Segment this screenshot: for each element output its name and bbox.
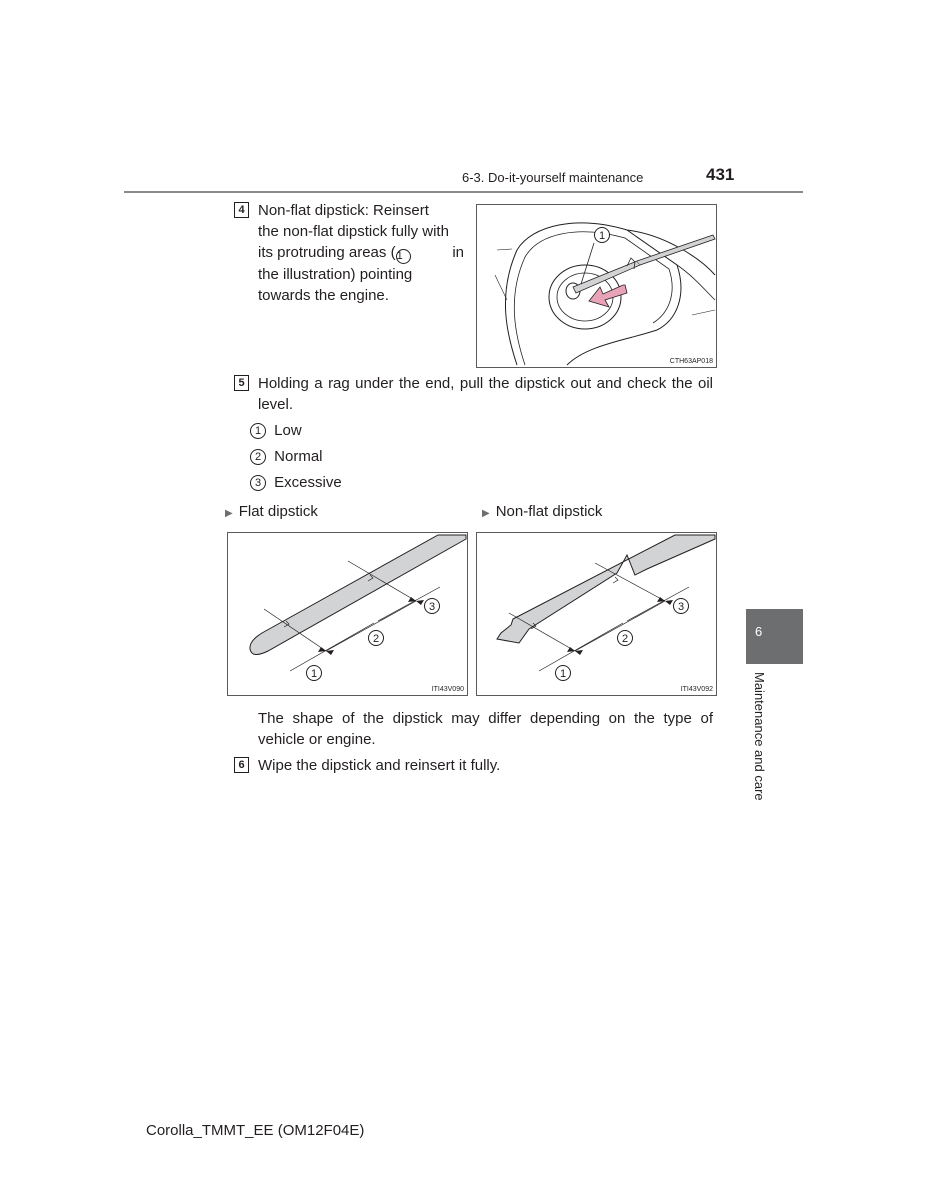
nonflat-dipstick-illustration	[477, 533, 716, 695]
section-title: 6-3. Do-it-yourself maintenance	[462, 170, 644, 185]
step-6-text: Wipe the dipstick and reinsert it fully.	[258, 757, 501, 774]
step-4-line-4: the illustration) pointing	[258, 266, 413, 283]
chapter-tab-label: Maintenance and care	[752, 672, 767, 801]
step-4-line-3-end: in	[452, 244, 464, 261]
step-6-number: 6	[234, 757, 249, 773]
figure-code: CTH63AP018	[669, 358, 713, 365]
triangle-bullet-icon: ▶	[225, 508, 233, 519]
level-excessive-num: 3	[250, 475, 266, 491]
nonflat-dipstick-title: Non-flat dipstick	[495, 503, 603, 520]
step-4-text	[258, 200, 464, 306]
nonflat-callout-1: 1	[559, 668, 567, 680]
nonflat-figure-code: ITI43V092	[680, 686, 713, 693]
figure-callout-1: 1	[598, 230, 606, 242]
triangle-bullet-icon: ▶	[482, 508, 490, 519]
flat-callout-1: 1	[310, 668, 318, 680]
step-4-number: 4	[234, 202, 249, 218]
nonflat-dipstick-figure	[476, 532, 717, 696]
step-4-line-5: towards the engine.	[258, 287, 389, 304]
flat-dipstick-figure	[227, 532, 468, 696]
circle-ref-1: 1	[396, 249, 411, 264]
level-normal	[250, 446, 323, 467]
level-normal-label: Normal	[274, 448, 323, 465]
step-5-number: 5	[234, 375, 249, 391]
level-low-label: Low	[274, 422, 302, 439]
flat-figure-code: ITI43V090	[431, 686, 464, 693]
footer-document-id: Corolla_TMMT_EE (OM12F04E)	[146, 1122, 365, 1139]
level-normal-num: 2	[250, 449, 266, 465]
chapter-tab-number: 6	[755, 624, 763, 639]
flat-dipstick-heading	[225, 501, 318, 524]
level-excessive-label: Excessive	[274, 474, 342, 491]
flat-callout-3: 3	[428, 601, 436, 613]
dipstick-insertion-figure	[476, 204, 717, 368]
flat-callout-2: 2	[372, 633, 380, 645]
level-low-num: 1	[250, 423, 266, 439]
flat-dipstick-title: Flat dipstick	[238, 503, 318, 520]
nonflat-dipstick-heading	[482, 501, 602, 524]
step-4-line-1: Non-flat dipstick: Reinsert	[258, 202, 429, 219]
dipstick-shape-note: The shape of the dipstick may differ depending on the type of vehicle or engine.	[258, 710, 713, 748]
page-number: 431	[706, 165, 735, 184]
flat-dipstick-illustration	[228, 533, 467, 695]
level-excessive	[250, 472, 342, 493]
step-4-line-3	[258, 242, 464, 264]
level-low	[250, 420, 302, 441]
nonflat-callout-2: 2	[621, 633, 629, 645]
step-5-text: Holding a rag under the end, pull the dipstick out and check the oil level.	[258, 375, 713, 413]
step-4-line-2: the non-flat dipstick fully with	[258, 223, 449, 240]
nonflat-callout-3: 3	[677, 601, 685, 613]
header-divider	[124, 191, 803, 193]
step-4-line-3-start: its protruding areas (	[258, 244, 396, 261]
engine-dipstick-illustration	[477, 205, 716, 367]
